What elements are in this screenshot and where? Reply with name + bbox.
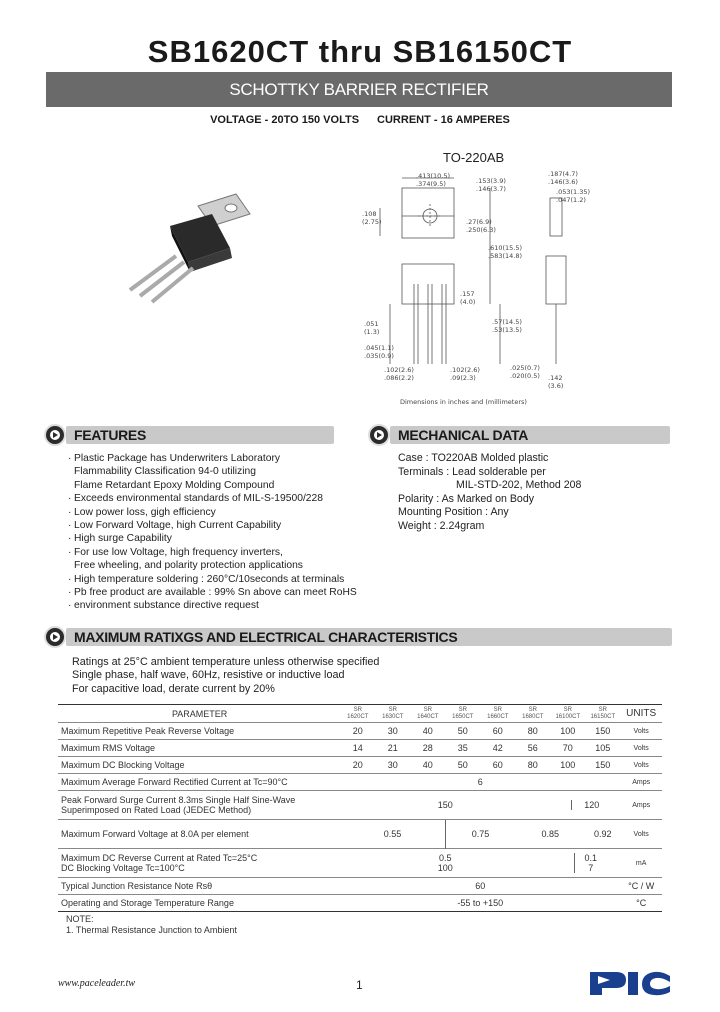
mech-line: Case : TO220AB Molded plastic [398, 452, 549, 464]
ratings-table [58, 704, 662, 912]
dim-label: .57(14.5) [492, 318, 522, 326]
dim-label: .025(0.7) [510, 364, 540, 372]
model-header: SR 16150CT [585, 705, 620, 723]
table-row: Operating and Storage Temperature Range -55 to +150 °C [58, 895, 662, 912]
dim-label: .187(4.7) [548, 170, 578, 178]
model-header: SR 1630CT [375, 705, 410, 723]
mech-line: Mounting Position : Any [398, 506, 509, 519]
voltage-rating: VOLTAGE - 20TO 150 VOLTS [210, 114, 360, 126]
dim-label: .146(3.6) [548, 178, 578, 186]
package-dimension-drawing [350, 164, 590, 410]
dim-label: .583(14.8) [488, 252, 523, 260]
dim-label: .142 [548, 374, 563, 382]
dim-label: .051 [364, 320, 379, 328]
list-item: · High surge Capability [68, 533, 172, 545]
dim-label: .250(6.3) [466, 226, 496, 234]
dim-label: (1.3) [364, 328, 380, 336]
table-note: NOTE: 1. Thermal Resistance Junction to Ambient [66, 914, 237, 935]
arrow-bullet-icon [44, 626, 66, 648]
dim-label: .035(0.9) [364, 352, 394, 360]
model-header: SR 1650CT [445, 705, 480, 723]
dim-label: .108 [362, 210, 377, 218]
dim-label: .020(0.5) [510, 372, 540, 380]
features-list [68, 452, 368, 613]
table-header-row [58, 705, 662, 723]
dim-label: .27(6.9) [466, 218, 492, 226]
page-number: 1 [356, 978, 363, 992]
list-item: · environment substance directive request [68, 600, 259, 612]
param-header: PARAMETER [58, 705, 340, 723]
table-row: Maximum Average Forward Rectified Current at Tc=90°C 6 Amps [58, 774, 662, 791]
table-row: Maximum RMS Voltage 14 21 28 35 42 56 70 105 Volts [58, 740, 662, 757]
mech-line: Weight : 2.24gram [398, 519, 485, 532]
table-row: Maximum Forward Voltage at 8.0A per element 0.55 0.75 0.85 0.92 Volts [58, 820, 662, 849]
dim-label: .610(15.5) [488, 244, 523, 252]
footer-url[interactable]: www.paceleader.tw [58, 978, 136, 989]
list-item: Flammability Classification 94-0 utilizing [74, 466, 256, 478]
model-header: SR 1660CT [480, 705, 515, 723]
mechanical-heading: MECHANICAL DATA [368, 424, 672, 446]
condition-line: Single phase, half wave, 60Hz, resistive or inductive load [72, 669, 345, 682]
dimension-caption: Dimensions in inches and (millimeters) [400, 398, 527, 406]
dim-label: (3.6) [548, 382, 564, 390]
table-row: Maximum DC Blocking Voltage 20 30 40 50 60 80 100 150 Volts [58, 757, 662, 774]
list-item: · High temperature soldering : 260°C/10seconds at terminals [68, 573, 345, 585]
mech-line: Terminals : Lead solderable per [398, 465, 546, 478]
current-rating: CURRENT - 16 AMPERES [377, 114, 510, 126]
table-row: Maximum DC Reverse Current at Rated Tc=25°C DC Blocking Voltage Tc=100°C 0.5 100 0.1 7 mA [58, 849, 662, 878]
features-heading: FEATURES [44, 424, 334, 446]
model-header: SR 16100CT [550, 705, 585, 723]
model-header: SR 1640CT [410, 705, 445, 723]
model-header: SR 1620CT [340, 705, 375, 723]
dim-label: .413(10.5) [416, 172, 451, 180]
page-title: SB1620CT thru SB16150CT [147, 34, 573, 69]
package-name: TO-220AB [443, 150, 505, 165]
component-photo [118, 186, 268, 306]
list-item: · Low Forward Voltage, high Current Capability [68, 520, 282, 532]
dim-label: .102(2.6) [384, 366, 414, 374]
dim-label: .09(2.3) [450, 374, 476, 382]
list-item: · Plastic Package has Underwriters Laboratory [68, 453, 281, 464]
arrow-bullet-icon [44, 424, 66, 446]
dim-label: .374(9.5) [416, 180, 446, 188]
company-logo [588, 968, 672, 996]
dim-label: .153(3.9) [476, 177, 506, 185]
list-item: Free wheeling, and polarity protection applications [74, 560, 303, 572]
dim-label: .102(2.6) [450, 366, 480, 374]
mech-line: MIL-STD-202, Method 208 [456, 479, 582, 492]
mech-line: Polarity : As Marked on Body [398, 492, 535, 505]
voltage-current-line [0, 114, 720, 126]
ratings-heading: MAXIMUM RATIXGS AND ELECTRICAL CHARACTERISTICS [44, 626, 672, 648]
table-row: Typical Junction Resistance Note Rsθ 60 °C / W [58, 878, 662, 895]
condition-line: Ratings at 25°C ambient temperature unless otherwise specified [72, 656, 380, 668]
dim-label: .53(13.5) [492, 326, 522, 334]
condition-line: For capacitive load, derate current by 20% [72, 682, 275, 695]
dim-label: .086(2.2) [384, 374, 414, 382]
dim-label: .053(1.35) [556, 188, 590, 196]
dim-label: .045(1.1) [364, 344, 394, 352]
rating-conditions [72, 656, 379, 696]
title-banner: SCHOTTKY BARRIER RECTIFIER [46, 72, 672, 107]
dim-label: (2.75) [362, 218, 382, 226]
dim-label: (4.0) [460, 298, 476, 306]
model-header: SR 1680CT [515, 705, 550, 723]
dim-label: .157 [460, 290, 475, 298]
mechanical-data [398, 452, 698, 534]
units-header: UNITS [620, 705, 662, 723]
list-item: Flame Retardant Epoxy Molding Compound [74, 479, 275, 491]
arrow-bullet-icon [368, 424, 390, 446]
list-item: · Exceeds environmental standards of MIL-S-19500/228 [68, 493, 323, 505]
list-item: · Low power loss, gigh efficiency [68, 506, 216, 518]
table-row: Maximum Repetitive Peak Reverse Voltage 20 30 40 50 60 80 100 150 Volts [58, 723, 662, 740]
dim-label: .146(3.7) [476, 185, 506, 193]
dim-label: .047(1.2) [556, 196, 586, 204]
list-item: · For use low Voltage, high frequency inverters, [68, 546, 283, 558]
table-row: Peak Forward Surge Current 8.3ms Single Half Sine-Wave Superimposed on Rated Load (JEDEC Method) 150 120 Amps [58, 791, 662, 820]
list-item: · Pb free product are available : 99% Sn above can meet RoHS [68, 587, 357, 599]
